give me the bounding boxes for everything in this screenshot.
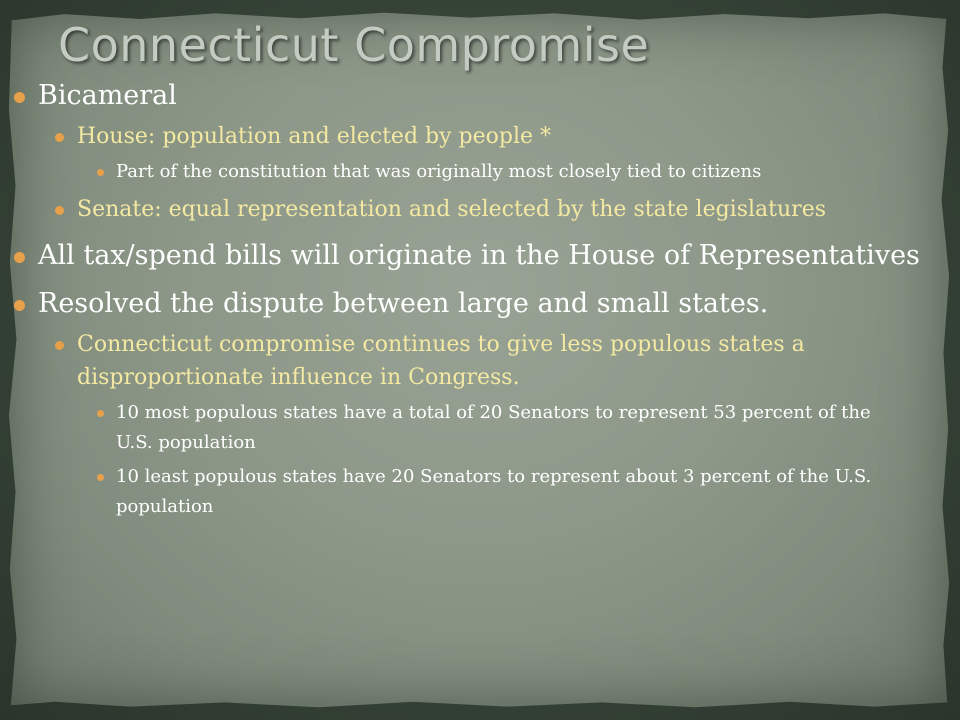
bullet-item-least-populous [0, 462, 940, 522]
bullet-text: Part of the constitution that was originally most closely tied to citizens [116, 161, 762, 182]
bullet-item-senate [0, 193, 940, 226]
bullet-text: 10 least populous states have 20 Senators to represent about 3 percent of the U.S. population [116, 466, 872, 517]
bullet-text: Senate: equal representation and selected by the state legislatures [77, 197, 826, 222]
bullet-text: Resolved the dispute between large and small states. [38, 288, 769, 319]
bullet-item-bicameral [0, 78, 940, 114]
bullet-text: House: population and elected by people * [77, 124, 552, 149]
bullet-dot-icon [97, 474, 104, 481]
bullet-dot-icon [14, 92, 25, 103]
bullet-item-house-detail [0, 157, 940, 187]
bullet-dot-icon [55, 341, 64, 350]
bullet-dot-icon [97, 169, 104, 176]
bullet-dot-icon [55, 206, 64, 215]
bullet-item-house [0, 120, 940, 153]
bullet-dot-icon [97, 410, 104, 417]
bullet-text: Bicameral [38, 80, 177, 111]
bullet-item-most-populous [0, 398, 940, 458]
bullet-item-resolved-dispute [0, 286, 940, 322]
bullet-text: 10 most populous states have a total of 20 Senators to represent 53 percent of the U.S. population [116, 402, 871, 453]
bullet-item-compromise-influence [0, 328, 940, 394]
bullet-dot-icon [55, 133, 64, 142]
bullet-text: Connecticut compromise continues to give less populous states a disproportionate influence in Congress. [77, 332, 805, 390]
slide-title: Connecticut Compromise [58, 18, 650, 72]
bullet-item-tax-bills [0, 238, 940, 274]
bullet-text: All tax/spend bills will originate in the House of Representatives [38, 240, 920, 271]
bullet-list [0, 78, 940, 522]
bullet-dot-icon [14, 300, 25, 311]
bullet-dot-icon [14, 252, 25, 263]
